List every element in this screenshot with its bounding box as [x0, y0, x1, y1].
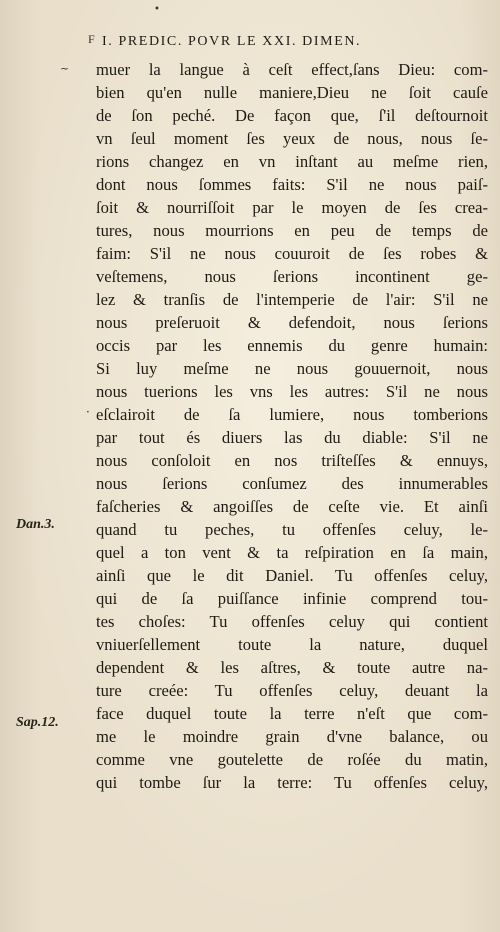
margin-mark: ~: [60, 62, 70, 75]
marginal-note-sapience: Sap.12.: [16, 715, 59, 730]
text-line: Si luy meſme ne nous gouuernoit, nous: [96, 359, 488, 378]
text-line: me le moindre grain d'vne balance, ou: [96, 727, 488, 746]
text-line: quel a ton vent & ta reſpiration en ſa main,: [96, 543, 488, 562]
marginal-note-daniel: Dan.3.: [16, 517, 55, 532]
text-line: qui de ſa puiſſance infinie comprend tou-: [96, 589, 488, 608]
text-line: lez & tranſis de l'intemperie de l'air: S'il ne: [96, 290, 488, 309]
text-line: tes choſes: Tu offenſes celuy qui contient: [96, 612, 488, 631]
text-line: occis par les ennemis du genre humain:: [96, 336, 488, 355]
text-line: faim: S'il ne nous couuroit de ſes robes &: [96, 244, 488, 263]
ink-dot: •: [154, 4, 160, 15]
margin-dot: ·: [86, 405, 90, 419]
text-line: bien qu'en nulle maniere,Dieu ne ſoit cauſe: [96, 83, 488, 102]
body-text: [96, 58, 488, 794]
text-line: vn ſeul moment ſes yeux de nous, nous ſe-: [96, 129, 488, 148]
text-line: face duquel toute la terre n'eſt que com-: [96, 704, 488, 723]
text-line: de ſon peché. De façon que, ſ'il deſtournoit: [96, 106, 488, 125]
text-line: vniuerſellement toute la nature, duquel: [96, 635, 488, 654]
text-line: quand tu peches, tu offenſes celuy, le-: [96, 520, 488, 539]
text-line: dont nous ſommes faits: S'il ne nous paiſ-: [96, 175, 488, 194]
text-line: nous tuerions les vns les autres: S'il ne nous: [96, 382, 488, 401]
text-line: ſoit & nourriſſoit par le moyen de ſes crea-: [96, 198, 488, 217]
text-line: ainſi que le dit Daniel. Tu offenſes celuy,: [96, 566, 488, 585]
header-left-mark: F: [88, 32, 95, 46]
text-line: nous conſoloit en nos triſteſſes & ennuys,: [96, 451, 488, 470]
text-line: comme vne goutelette de roſée du matin,: [96, 750, 488, 769]
text-line: muer la langue à ceſt effect,ſans Dieu: com-: [96, 60, 488, 79]
running-header: I. PREDIC. POVR LE XXI. DIMEN.: [102, 34, 362, 49]
text-line: eſclairoit de ſa lumiere, nous tomberions: [96, 405, 488, 424]
text-line: dependent & les aſtres, & toute autre na-: [96, 658, 488, 677]
text-line: nous ſerions conſumez des innumerables: [96, 474, 488, 493]
text-line: faſcheries & angoiſſes de ceſte vie. Et ainſi: [96, 497, 488, 516]
text-line: ture creée: Tu offenſes celuy, deuant la: [96, 681, 488, 700]
text-line: rions changez en vn inſtant au meſme rien,: [96, 152, 488, 171]
text-line: tures, nous mourrions en peu de temps de: [96, 221, 488, 240]
text-line: veſtemens, nous ſerions incontinent ge-: [96, 267, 488, 286]
text-line: nous preſeruoit & defendoit, nous ſerions: [96, 313, 488, 332]
text-line: qui tombe ſur la terre: Tu offenſes celuy,: [96, 773, 488, 792]
text-line: par tout és diuers las du diable: S'il ne: [96, 428, 488, 447]
